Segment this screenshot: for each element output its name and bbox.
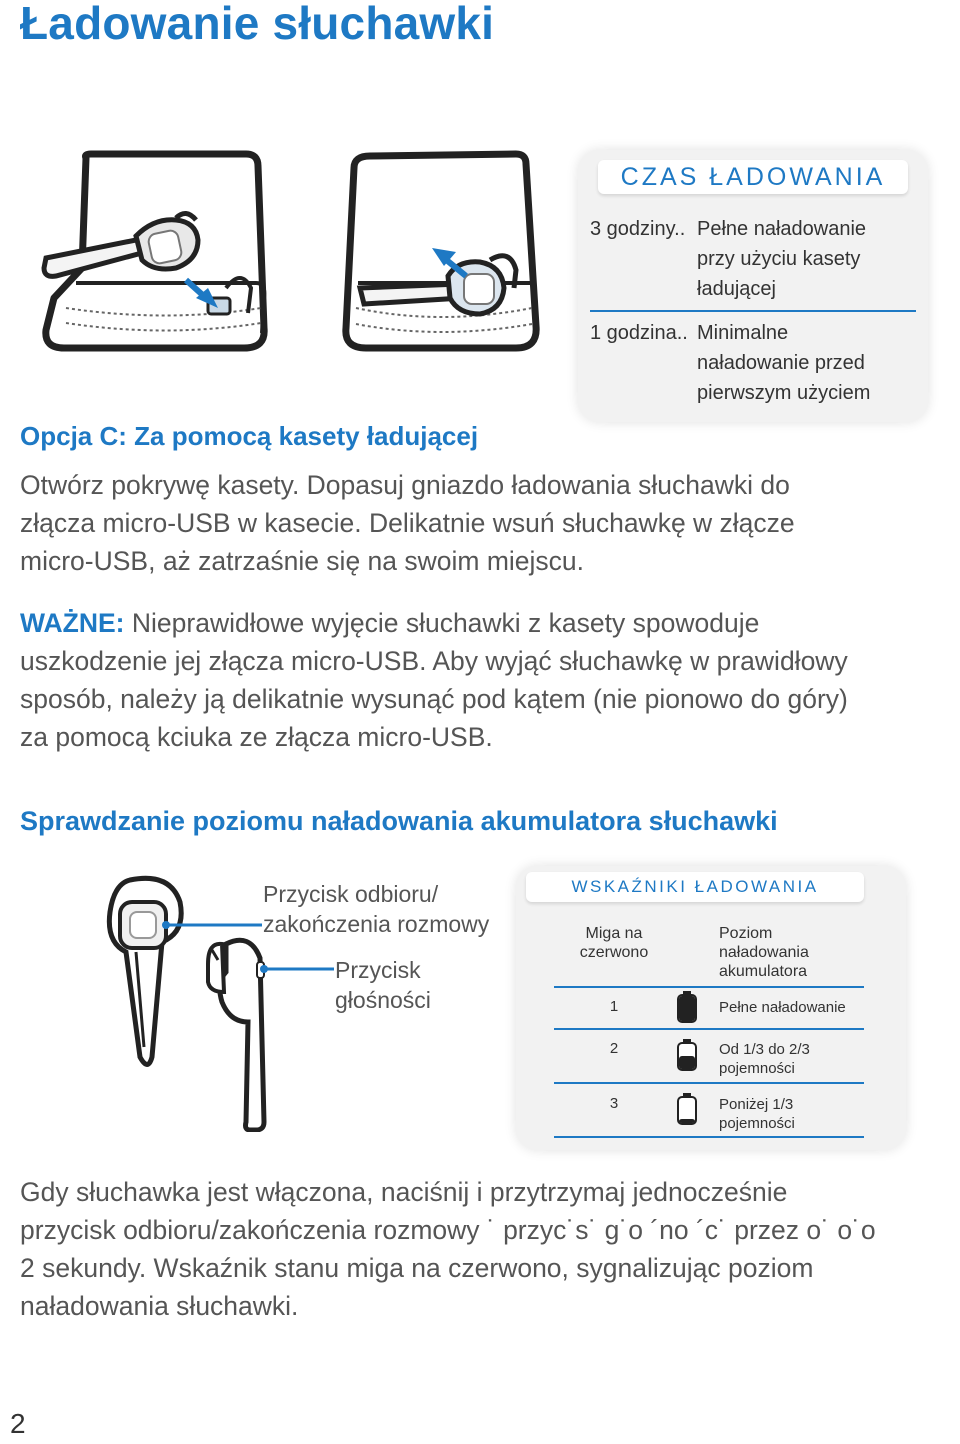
battery-check-instructions bbox=[20, 1173, 876, 1325]
indicator-level-text bbox=[719, 1040, 810, 1078]
desc-line: Pełne naładowanie bbox=[697, 218, 867, 240]
callout-line: Przycisk bbox=[335, 957, 421, 983]
important-label: WAŻNE: bbox=[20, 608, 125, 638]
text-line: 2 sekundy. Wskaźnik stanu miga na czerwono, sygnalizując poziom bbox=[20, 1253, 814, 1283]
indicators-divider bbox=[554, 1082, 864, 1084]
charging-time-header: CZAS ŁADOWANIA bbox=[598, 160, 908, 194]
page-number: 2 bbox=[10, 1408, 26, 1439]
charging-time-label: 3 godziny.. bbox=[590, 218, 686, 240]
indicators-header: WSKAŹNIKI ŁADOWANIA bbox=[526, 872, 864, 902]
charging-time-desc bbox=[697, 214, 927, 304]
col-level-header bbox=[719, 924, 809, 981]
option-c-instructions bbox=[20, 466, 795, 580]
desc-line: przy użyciu kasety bbox=[697, 248, 861, 270]
volume-button-callout bbox=[335, 955, 431, 1015]
level-line: Poniżej 1/3 bbox=[719, 1096, 794, 1113]
indicator-level-text bbox=[719, 998, 846, 1017]
charging-case-remove-illustration bbox=[340, 148, 550, 358]
level-line: Pełne naładowanie bbox=[719, 999, 846, 1016]
text-line: za pomocą kciuka ze złącza micro-USB. bbox=[20, 722, 493, 752]
charging-time-label: 1 godzina.. bbox=[590, 322, 688, 344]
callout-line: głośności bbox=[335, 987, 431, 1013]
callout-line: zakończenia rozmowy bbox=[263, 911, 490, 937]
text-line: naładowania słuchawki. bbox=[20, 1291, 299, 1321]
indicator-blinks-count: 3 bbox=[609, 1095, 619, 1112]
charging-case-insert-illustration bbox=[36, 148, 286, 358]
text-line: uszkodzenie jej złącza micro-USB. Aby wyjąć słuchawkę w prawidłowy bbox=[20, 646, 848, 676]
indicators-divider bbox=[554, 986, 864, 988]
charging-time-panel bbox=[578, 150, 928, 422]
header-line: czerwono bbox=[579, 944, 649, 961]
text-line: Otwórz pokrywę kasety. Dopasuj gniazdo ładowania słuchawki do bbox=[20, 470, 790, 500]
charging-time-divider bbox=[590, 310, 916, 312]
text-line: Nieprawidłowe wyjęcie słuchawki z kasety spowoduje bbox=[124, 608, 760, 638]
desc-line: ładującej bbox=[697, 278, 776, 300]
option-c-heading: Opcja C: Za pomocą kasety ładującej bbox=[20, 421, 479, 451]
desc-line: naładowanie przed bbox=[697, 352, 865, 374]
header-line: Poziom bbox=[719, 925, 773, 942]
answer-button-callout bbox=[263, 879, 489, 939]
battery-check-heading: Sprawdzanie poziomu naładowania akumulatora słuchawki bbox=[20, 806, 778, 836]
text-line: przycisk odbioru/zakończenia rozmowy ˙ przyc˙s˙ g˙o ´no ´c˙ przez o˙ o˙o bbox=[20, 1215, 876, 1245]
indicators-divider bbox=[554, 1136, 864, 1138]
indicator-level-text bbox=[719, 1095, 795, 1133]
important-note bbox=[20, 604, 848, 756]
text-line: Gdy słuchawka jest włączona, naciśnij i przytrzymaj jednocześnie bbox=[20, 1177, 788, 1207]
col-blinks-header bbox=[554, 924, 674, 962]
text-line: sposób, należy ją delikatnie wysunąć pod kątem (nie pionowo do góry) bbox=[20, 684, 848, 714]
text-line: micro-USB, aż zatrzaśnie się na swoim miejscu. bbox=[20, 546, 585, 576]
indicator-blinks-count: 1 bbox=[609, 998, 619, 1015]
charging-indicators-panel bbox=[516, 866, 906, 1150]
desc-line: Minimalne bbox=[697, 322, 789, 344]
indicators-divider bbox=[554, 1028, 864, 1030]
desc-line: pierwszym użyciem bbox=[697, 382, 871, 404]
battery-low-icon bbox=[676, 1092, 698, 1126]
page-title: Ładowanie słuchawki bbox=[20, 0, 495, 49]
battery-half-icon bbox=[676, 1038, 698, 1072]
text-line: złącza micro-USB w kasecie. Delikatnie wsuń słuchawkę w złącze bbox=[20, 508, 795, 538]
header-line: naładowania bbox=[719, 944, 809, 961]
indicator-blinks-count: 2 bbox=[609, 1040, 619, 1057]
level-line: pojemności bbox=[719, 1060, 795, 1077]
callout-line: Przycisk odbioru/ bbox=[263, 881, 439, 907]
header-line: Miga na bbox=[585, 925, 643, 942]
level-line: pojemności bbox=[719, 1115, 795, 1132]
charging-time-desc bbox=[697, 318, 927, 408]
level-line: Od 1/3 do 2/3 bbox=[719, 1041, 810, 1058]
header-line: akumulatora bbox=[719, 963, 808, 980]
battery-full-icon bbox=[676, 990, 698, 1024]
